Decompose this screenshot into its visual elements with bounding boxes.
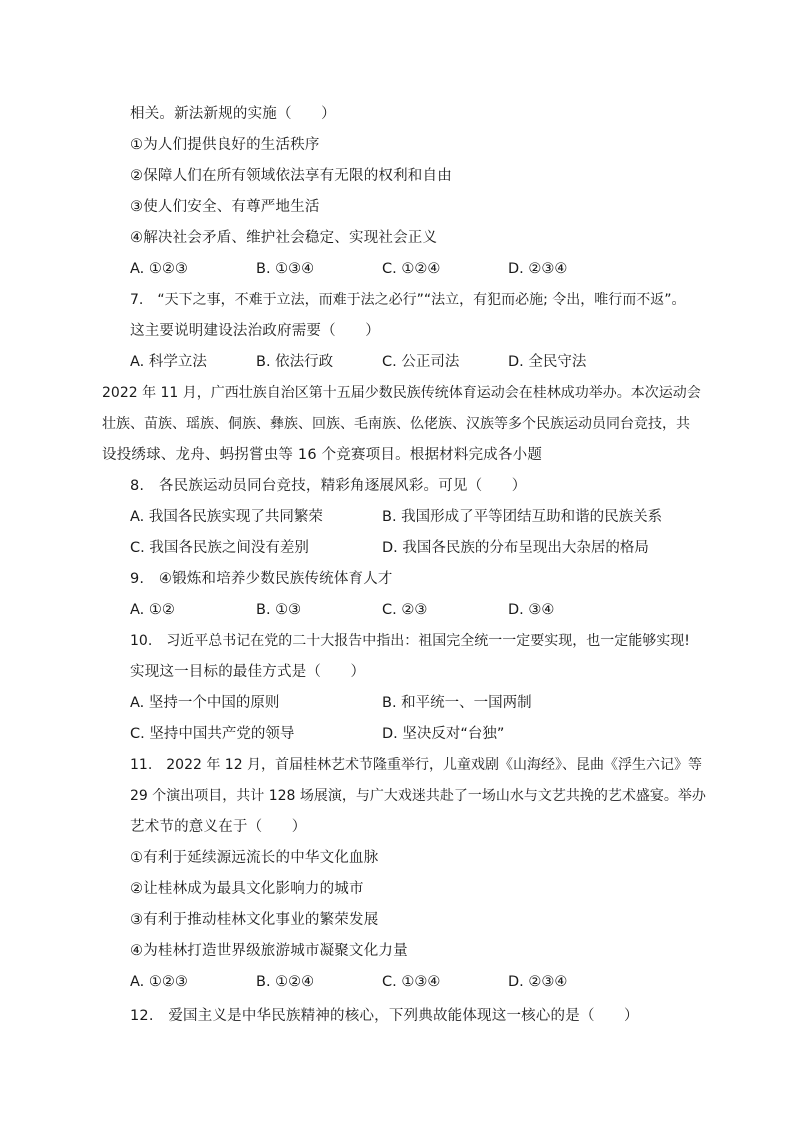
q7-option-d: D. 全民守法 <box>508 354 587 370</box>
q7-option-c: C. 公正司法 <box>382 354 460 370</box>
q9-option-b: B. ①③ <box>256 602 302 618</box>
q11-option-b: B. ①②④ <box>256 974 315 990</box>
q10-option-b: B. 和平统一、一国两制 <box>382 695 532 711</box>
q11-stem-tail: 艺术节的意义在于（ ） <box>130 819 307 835</box>
q11-option-d: D. ②③④ <box>508 974 568 990</box>
q10-option-a: A. 坚持一个中国的原则 <box>130 695 280 711</box>
q8-option-d: D. 我国各民族的分布呈现出大杂居的格局 <box>382 540 649 556</box>
q6-item-4: ④解决社会矛盾、维护社会稳定、实现社会正义 <box>130 230 438 246</box>
q9-stem: 9. ④锻炼和培养少数民族传统体育人才 <box>130 571 393 587</box>
q10-option-d: D. 坚决反对“台独” <box>382 726 505 742</box>
q11-item-1: ①有利于延续源远流长的中华文化血脉 <box>130 850 379 866</box>
q8-stem: 8. 各民族运动员同台竞技，精彩角逐展风彩。可见（ ） <box>130 478 527 494</box>
q8-option-a: A. 我国各民族实现了共同繁荣 <box>130 509 323 525</box>
q6-item-1: ①为人们提供良好的生活秩序 <box>130 137 320 153</box>
q11-stem-line-2: 29 个演出项目，共计 128 场展演，与广大戏迷共赴了一场山水与文艺共挽的艺术盛宴。举办 <box>130 788 706 804</box>
material-line-1: 2022 年 11 月，广西壮族自治区第十五届少数民族传统体育运动会在桂林成功举办。本次运动会 <box>102 385 701 401</box>
q6-option-b: B. ①③④ <box>256 261 315 277</box>
q9-option-d: D. ③④ <box>508 602 555 618</box>
q10-stem-tail: 实现这一目标的最佳方式是（ ） <box>130 664 366 680</box>
q11-item-3: ③有利于推动桂林文化事业的繁荣发展 <box>130 912 379 928</box>
q9-option-c: C. ②③ <box>382 602 428 618</box>
q6-option-d: D. ②③④ <box>508 261 568 277</box>
q11-item-4: ④为桂林打造世界级旅游城市凝聚文化力量 <box>130 943 408 959</box>
q7-option-b: B. 依法行政 <box>256 354 334 370</box>
q6-item-2: ②保障人们在所有领域依法享有无限的权利和自由 <box>130 168 452 184</box>
q12-stem: 12. 爱国主义是中华民族精神的核心，下列典故能体现这一核心的是（ ） <box>130 1008 639 1024</box>
q11-item-2: ②让桂林成为最具文化影响力的城市 <box>130 881 364 897</box>
q6-stem-tail: 相关。新法新规的实施（ ） <box>130 106 336 122</box>
material-line-2: 壮族、苗族、瑶族、侗族、彝族、回族、毛南族、仫佬族、汉族等多个民族运动员同台竞技，共 <box>102 416 690 432</box>
q10-option-c: C. 坚持中国共产党的领导 <box>130 726 295 742</box>
material-line-3: 设投绣球、龙舟、蚂拐嘗虫等 16 个竞赛项目。根据材料完成各小题 <box>102 447 543 463</box>
q7-stem: 7. “天下之事，不难于立法，而难于法之必行”“法立，有犯而必施; 令出，唯行而不返”。 <box>130 292 686 308</box>
q7-stem-tail: 这主要说明建设法治政府需要（ ） <box>130 323 380 339</box>
q11-stem: 11. 2022 年 12 月，首届桂林艺术节隆重举行，儿童戏剧《山海经》、昆曲《浮生六记》等 <box>130 757 703 773</box>
q11-option-c: C. ①③④ <box>382 974 441 990</box>
q9-option-a: A. ①② <box>130 602 175 618</box>
q6-option-a: A. ①②③ <box>130 261 188 277</box>
q11-option-a: A. ①②③ <box>130 974 188 990</box>
q6-item-3: ③使人们安全、有尊严地生活 <box>130 199 320 215</box>
q10-stem: 10. 习近平总书记在党的二十大报告中指出：祖国完全统一一定要实现，也一定能够实现! <box>130 633 690 649</box>
q7-option-a: A. 科学立法 <box>130 354 207 370</box>
q8-option-b: B. 我国形成了平等团结互助和谐的民族关系 <box>382 509 663 525</box>
q6-option-c: C. ①②④ <box>382 261 441 277</box>
q8-option-c: C. 我国各民族之间没有差别 <box>130 540 309 556</box>
